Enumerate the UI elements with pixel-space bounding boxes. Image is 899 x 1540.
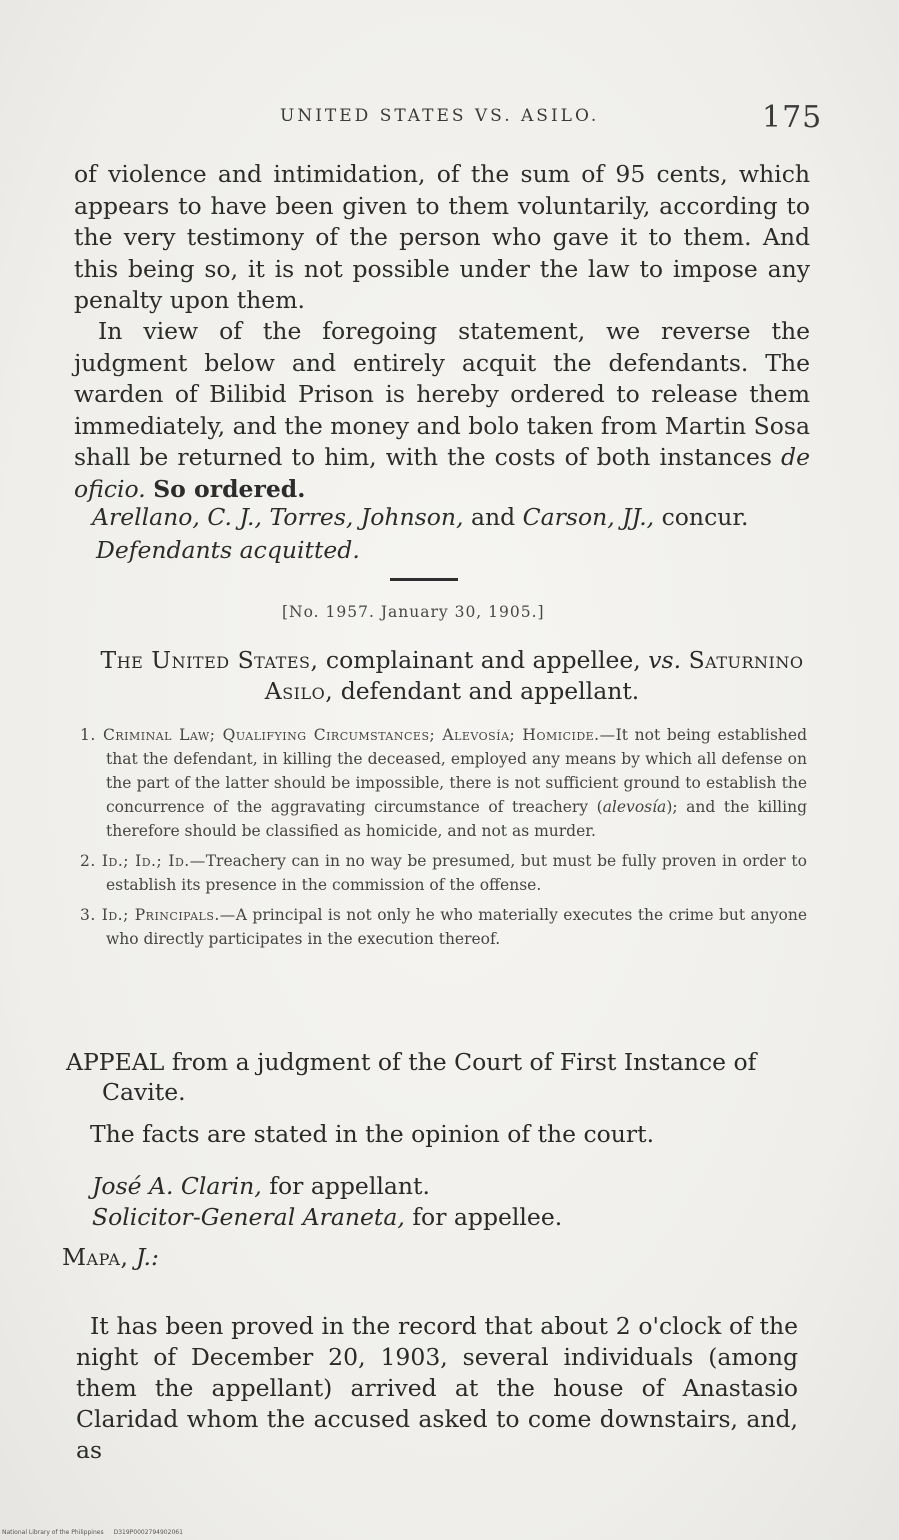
justice-title: J.: (135, 1243, 159, 1271)
defendant-role: defendant and appellant. (340, 677, 640, 705)
appeal-statement (66, 1047, 800, 1107)
appellant-counsel-role: for appellant. (269, 1172, 430, 1200)
page-number: 175 (762, 100, 823, 135)
appellee-counsel-role: for appellee. (412, 1203, 563, 1231)
syllabus-text: It not being established that the defendant, in killing the deceased, employed any means by which all defense on the part of the latter should be impossible, there is not sufficient ground to establish the concurrence of the aggravating circumstance of treachery ( (106, 726, 807, 816)
defendant-name: Saturnino Asilo, (264, 646, 804, 705)
appellant-counsel-name: José A. Clarin, (92, 1172, 262, 1200)
plaintiff-role: complainant and appellee, (325, 646, 641, 674)
concurring-justices: Arellano, C. J., Torres, Johnson, (92, 503, 464, 531)
concurrence-and: and (470, 503, 516, 531)
syllabus-text: Treachery can in no way be presumed, but must be fully proven in order to establish its presence in the commission of the offense. (106, 852, 807, 894)
concurring-justice-last: Carson, JJ., (522, 503, 655, 531)
appeal-label: APPEAL (66, 1048, 165, 1076)
concur-word: concur. (661, 503, 749, 531)
concurrence-line (92, 503, 749, 531)
so-ordered: So ordered. (153, 474, 306, 503)
counsel-appellee (92, 1203, 562, 1231)
syllabus-item (80, 849, 807, 897)
section-divider (390, 578, 458, 581)
syllabus (80, 723, 807, 957)
syllabus-heading: 2. Id.; Id.; Id.— (80, 852, 206, 870)
facts-statement: The facts are stated in the opinion of the court. (90, 1120, 655, 1148)
versus: vs. (648, 646, 682, 674)
latin-term: de oficio. (74, 443, 810, 503)
continued-paragraph: of violence and intimidation, of the sum of 95 cents, which appears to have been given to them voluntarily, according to the very testimony of the person who gave it to them. And this being so, it is not possible under the law to impose any penalty upon them. (74, 160, 810, 314)
appeal-text: from a judgment of the Court of First Instance of Cavite. (102, 1048, 757, 1106)
scan-footer (2, 1529, 193, 1536)
case-title (96, 645, 808, 707)
syllabus-item (80, 723, 807, 843)
footer-id: D319P0002794902061 (113, 1529, 183, 1536)
syllabus-text-end: ); and the killing therefore should be classified as homicide, and not as murder. (106, 798, 807, 840)
opinion-paragraph: It has been proved in the record that about 2 o'clock of the night of December 20, 1903, several individuals (among them the appellant) arrived at the house of Anastasio Claridad whom the accused asked to come downstairs, and, as (76, 1311, 798, 1464)
disposition: Defendants acquitted. (96, 536, 360, 564)
case-number-date: [No. 1957. January 30, 1905.] (282, 603, 545, 621)
syllabus-text: A principal is not only he who materially executes the crime but anyone who directly participates in the execution thereof. (106, 906, 808, 948)
syllabus-term: alevosía (602, 798, 667, 816)
opinion-author (62, 1243, 159, 1271)
appellee-counsel-name: Solicitor-General Araneta, (92, 1203, 405, 1231)
plaintiff-name: The United States, (100, 646, 319, 674)
counsel-appellant (92, 1172, 430, 1200)
judgment-text: In view of the foregoing statement, we reverse the judgment below and entirely acquit the defendants. The warden of Bilibid Prison is hereby ordered to release them immediately, and the money and bolo taken from Martin Sosa shall be returned to him, with the costs of both instances (74, 317, 810, 471)
footer-library: National Library of the Philippines (2, 1529, 104, 1536)
syllabus-heading: 3. Id.; Principals.— (80, 906, 236, 924)
running-header: UNITED STATES VS. ASILO. (280, 106, 600, 126)
syllabus-item (80, 903, 807, 951)
syllabus-heading: 1. Criminal Law; Qualifying Circumstances; Alevosía; Homicide.— (80, 726, 616, 744)
judgment-paragraph (74, 316, 810, 505)
justice-name: Mapa, (62, 1243, 129, 1271)
